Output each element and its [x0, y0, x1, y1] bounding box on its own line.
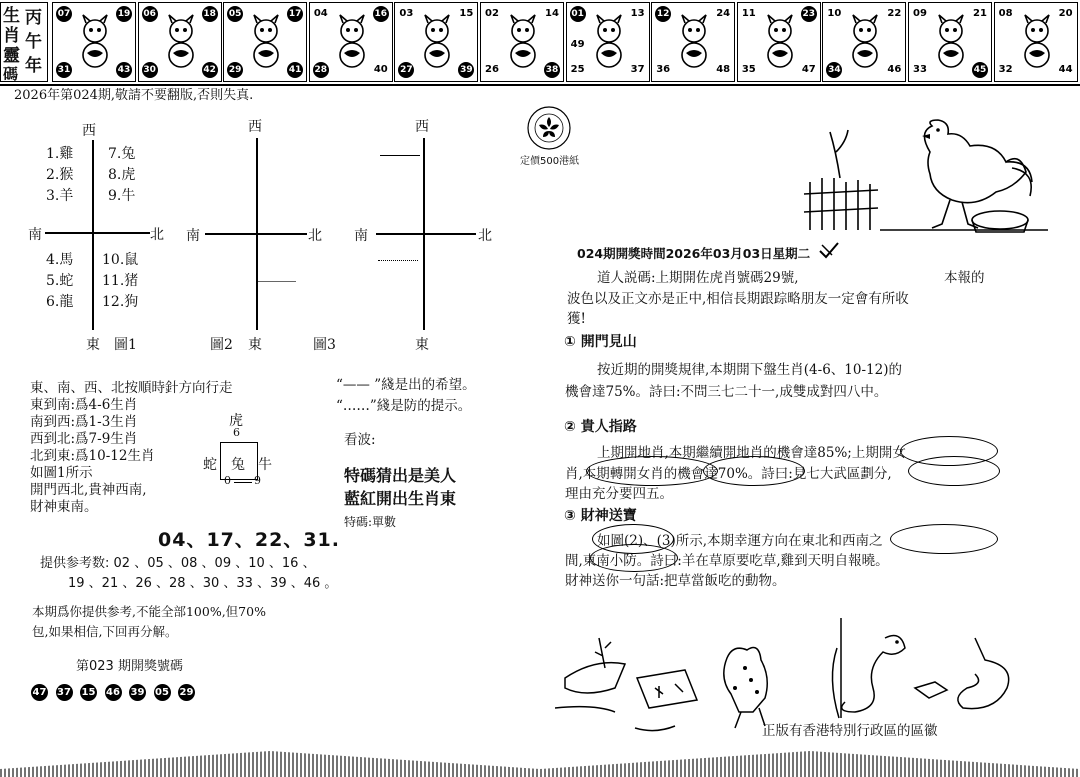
- zodiac-cell: [309, 2, 393, 82]
- disclaimer-1: 本期爲你提供参考,不能全部100%,但70%: [32, 604, 266, 619]
- list-item: 9.牛: [108, 188, 136, 204]
- zodiac-number: 10: [826, 6, 842, 22]
- zodiac-cell: [223, 2, 307, 82]
- title-char: 碼: [3, 65, 19, 83]
- section-3-line-2: 間,東南小防。詩曰:羊在草原要吃草,雞到天明自報曉。: [565, 553, 889, 569]
- section-2-title: ② 貴人指路: [564, 419, 637, 435]
- zodiac-number: 39: [458, 62, 474, 78]
- draw-ball: 37: [56, 684, 73, 701]
- mini-top: 虎: [229, 413, 243, 429]
- zodiac-number: 28: [313, 62, 329, 78]
- axis-vertical: [92, 140, 94, 330]
- zodiac-number: 25: [570, 62, 586, 78]
- list-item: 7.兔: [108, 146, 136, 162]
- highlight-circle: [586, 456, 718, 486]
- zodiac-number: 49: [570, 37, 586, 53]
- hk-emblem-icon: [525, 104, 573, 152]
- zodiac-cell: [651, 2, 735, 82]
- zodiac-number: 41: [287, 62, 303, 78]
- fig2-label: 圖2: [210, 337, 233, 353]
- zodiac-number: 31: [56, 62, 72, 78]
- draw-time: 024期開獎時間2026年03月03日星期二: [577, 246, 811, 261]
- zodiac-number: 40: [373, 62, 389, 78]
- north-label: 北: [478, 228, 492, 244]
- west-label: 西: [415, 119, 429, 135]
- fig3-label: 圖3: [313, 337, 336, 353]
- direction-notes: [30, 380, 233, 516]
- section-1-title: ① 開門見山: [564, 334, 637, 350]
- zodiac-number: 35: [741, 62, 757, 78]
- list-bottom-left: [46, 250, 73, 313]
- special-line-2: 藍紅開出生肖東: [344, 489, 457, 508]
- zodiac-cell: [394, 2, 478, 82]
- hope-line: [258, 281, 296, 282]
- axis-horizontal: [205, 233, 307, 235]
- highlight-circle: [703, 456, 805, 486]
- zodiac-cell: [822, 2, 906, 82]
- axis-horizontal: [376, 233, 476, 235]
- intro-line-3: 獲!: [567, 311, 586, 327]
- draw-ball: 15: [80, 684, 97, 701]
- zodiac-cell: [138, 2, 222, 82]
- zodiac-number: 18: [202, 6, 218, 22]
- dog-icon: [929, 13, 973, 71]
- snake-icon: [501, 13, 545, 71]
- zodiac-number: 06: [142, 6, 158, 22]
- monkey-icon: [758, 13, 802, 71]
- note-line: 如圖1所示: [30, 465, 93, 481]
- west-label: 西: [82, 123, 96, 139]
- section-1-line-2: 機會達75%。詩曰:不問三七二十一,成雙成對四八中。: [565, 384, 888, 400]
- mini-bottom-line: [234, 482, 252, 483]
- title-char: 靈: [3, 46, 20, 66]
- reference-values: 02 、05 、08 、09 、10 、16 、: [113, 556, 316, 571]
- zodiac-number: 36: [655, 62, 671, 78]
- mini-top-num: 6: [233, 426, 240, 439]
- list-item: 12.狗: [102, 294, 139, 310]
- zodiac-number: 21: [972, 6, 988, 22]
- reference-label: 提供参考数:: [40, 556, 110, 571]
- zodiac-number: 05: [227, 6, 243, 22]
- zodiac-number: 13: [630, 6, 646, 22]
- zodiac-number: 24: [715, 6, 731, 22]
- zodiac-number: 47: [801, 62, 817, 78]
- section-3-line-3: 財神送你一句話:把草當飯吃的動物。: [565, 573, 786, 589]
- goat-icon: [672, 13, 716, 71]
- intro-line-1: 道人説碼:上期開佐虎肖號碼29號,: [597, 270, 799, 286]
- list-item: 5.蛇: [46, 273, 74, 289]
- zodiac-number: 02: [484, 6, 500, 22]
- list-item: 8.虎: [108, 167, 136, 183]
- draw-ball: 46: [105, 684, 122, 701]
- hope-line: [380, 155, 420, 156]
- zodiac-number: 48: [715, 62, 731, 78]
- intro-line-2: 波色以及正文亦是正中,相信長期跟踪略朋友一定會有所收: [567, 291, 909, 307]
- zodiac-number: 37: [630, 62, 646, 78]
- rooster-icon: [843, 13, 887, 71]
- mini-bottom-right: 9: [254, 474, 261, 487]
- mini-center: 兔: [231, 457, 245, 473]
- title-char: 午: [25, 32, 42, 52]
- draw-ball: 29: [178, 684, 195, 701]
- caution-line: [378, 260, 418, 261]
- rat-icon: [73, 13, 117, 71]
- zodiac-number: 44: [1058, 62, 1074, 78]
- section-2-line-1: 上期開地肖,本期繼續開地肖的機會達85%;上期開女: [597, 445, 906, 461]
- title-char: 生: [3, 6, 20, 26]
- zodiac-cell: [994, 2, 1078, 82]
- draw-ball: 39: [129, 684, 146, 701]
- zodiac-number: 03: [398, 6, 414, 22]
- mini-left: 蛇: [203, 457, 217, 473]
- zodiac-number: 17: [287, 6, 303, 22]
- highlight-circle: [890, 524, 998, 554]
- axis-horizontal: [45, 232, 150, 234]
- title-char: 肖: [3, 26, 20, 46]
- section-3-title: ③ 財神送寶: [564, 508, 637, 524]
- reference-numbers-line-1: [40, 555, 316, 572]
- zodiac-number: 14: [544, 6, 560, 22]
- list-item: 1.雞: [46, 146, 74, 162]
- zodiac-number: 09: [912, 6, 928, 22]
- featured-numbers: 04、17、22、31.: [158, 529, 340, 551]
- section-1-line-1: 按近期的開獎規律,本期開下盤生肖(4-6、10-12)的: [597, 362, 902, 378]
- note-line: 財神東南。: [30, 499, 98, 515]
- zodiac-number: 34: [826, 62, 842, 78]
- rabbit-icon: [330, 13, 374, 71]
- note-line: 東到南:爲4-6生肖: [30, 397, 138, 413]
- zodiac-number: 30: [142, 62, 158, 78]
- rooster-fence-illustration: [800, 112, 1050, 237]
- zodiac-number: 08: [998, 6, 1014, 22]
- zodiac-cell: [908, 2, 992, 82]
- zodiac-number: 26: [484, 62, 500, 78]
- kanbo-label: 看波:: [344, 432, 376, 448]
- list-item: 2.猴: [46, 167, 74, 183]
- east-label: 東: [86, 337, 100, 353]
- title-box: [0, 2, 48, 82]
- bottom-pattern: [0, 745, 1080, 777]
- zodiac-number: 43: [116, 62, 132, 78]
- list-bottom-right: [102, 250, 138, 313]
- east-label: 東: [248, 337, 262, 353]
- note-line: 開門西北,貴神西南,: [30, 482, 147, 498]
- intro-line-1b: 本報的: [944, 270, 985, 286]
- zodiac-number: 16: [373, 6, 389, 22]
- zodiac-number: 46: [886, 62, 902, 78]
- list-item: 3.羊: [46, 188, 74, 204]
- highlight-circle: [590, 544, 678, 572]
- zodiac-number: 22: [886, 6, 902, 22]
- zodiac-number: 42: [202, 62, 218, 78]
- north-label: 北: [150, 227, 164, 243]
- north-label: 北: [308, 228, 322, 244]
- section-3-line-1: 如圖(2)、(3)所示,本期幸運方向在東北和西南之: [597, 533, 883, 549]
- draw-ball: 47: [31, 684, 48, 701]
- zodiac-cell: [566, 2, 650, 82]
- zodiac-number: 12: [655, 6, 671, 22]
- section-2-line-2: 肖,本期轉開女肖的機會達70%。詩曰:見七大武區劃分,: [565, 466, 892, 482]
- pig-icon: [1015, 13, 1059, 71]
- list-top-right: [108, 144, 135, 207]
- zodiac-number: 32: [998, 62, 1014, 78]
- south-label: 南: [28, 227, 42, 243]
- list-top-left: [46, 144, 73, 207]
- price-label: 定價500港紙: [520, 156, 580, 167]
- note-line: 西到北:爲7-9生肖: [30, 431, 138, 447]
- special-line-3: 特碼:單數: [344, 515, 397, 529]
- reference-numbers-line-2: 19 、21 、26 、28 、30 、33 、39 、46 。: [68, 576, 338, 591]
- zodiac-number: 33: [912, 62, 928, 78]
- dragon-icon: [415, 13, 459, 71]
- title-char: 年: [25, 56, 42, 76]
- zodiac-number: 20: [1058, 6, 1074, 22]
- highlight-circle: [908, 456, 1000, 486]
- ox-icon: [159, 13, 203, 71]
- mini-bottom-left: 0: [224, 474, 231, 487]
- zodiac-number: 38: [544, 62, 560, 78]
- check-mark-icon: [818, 241, 840, 259]
- note-line: 東、南、西、北按順時針方向行走: [30, 380, 233, 396]
- south-label: 南: [186, 228, 200, 244]
- zodiac-number: 11: [741, 6, 757, 22]
- fig1-label: 圖1: [114, 337, 137, 353]
- disclaimer-2: 包,如果相信,下回再分解。: [32, 624, 178, 639]
- mini-right: 牛: [258, 457, 272, 473]
- zodiac-number: 23: [801, 6, 817, 22]
- legend-caution: “……”綫是防的提示。: [336, 398, 472, 414]
- zodiac-number: 29: [227, 62, 243, 78]
- draw-ball: 05: [154, 684, 171, 701]
- zodiac-cell: [52, 2, 136, 82]
- zodiac-number: 19: [116, 6, 132, 22]
- zodiac-number: 45: [972, 62, 988, 78]
- east-label: 東: [415, 337, 429, 353]
- zodiac-number: 01: [570, 6, 586, 22]
- horse-icon: [587, 13, 631, 71]
- special-line-1: 特碼猜出是美人: [344, 466, 457, 485]
- zodiac-number: 27: [398, 62, 414, 78]
- zodiac-number: 15: [458, 6, 474, 22]
- note-line: 南到西:爲1-3生肖: [30, 414, 138, 430]
- zodiac-cell: [480, 2, 564, 82]
- issue-line: 2026年第024期,敬請不要翻版,否則失真.: [14, 88, 254, 103]
- last-draw-title: 第023 期開獎號碼: [76, 659, 183, 674]
- tiger-icon: [244, 13, 288, 71]
- south-label: 南: [354, 228, 368, 244]
- zodiac-number: 04: [313, 6, 329, 22]
- zodiac-strip: [0, 0, 1080, 84]
- title-char: 丙: [25, 8, 42, 28]
- list-item: 4.馬: [46, 252, 74, 268]
- note-line: 北到東:爲10-12生肖: [30, 448, 155, 464]
- zodiac-cell: [737, 2, 821, 82]
- list-item: 10.鼠: [102, 252, 139, 268]
- legend-hope: “—— ”綫是出的希望。: [336, 377, 476, 393]
- list-item: 6.龍: [46, 294, 74, 310]
- west-label: 西: [248, 119, 262, 135]
- list-item: 11.猪: [102, 273, 139, 289]
- authenticity-note: 正版有香港特別行政區的區徽: [762, 723, 938, 739]
- section-2-line-3: 理由充分要四五。: [565, 486, 673, 502]
- zodiac-number: 07: [56, 6, 72, 22]
